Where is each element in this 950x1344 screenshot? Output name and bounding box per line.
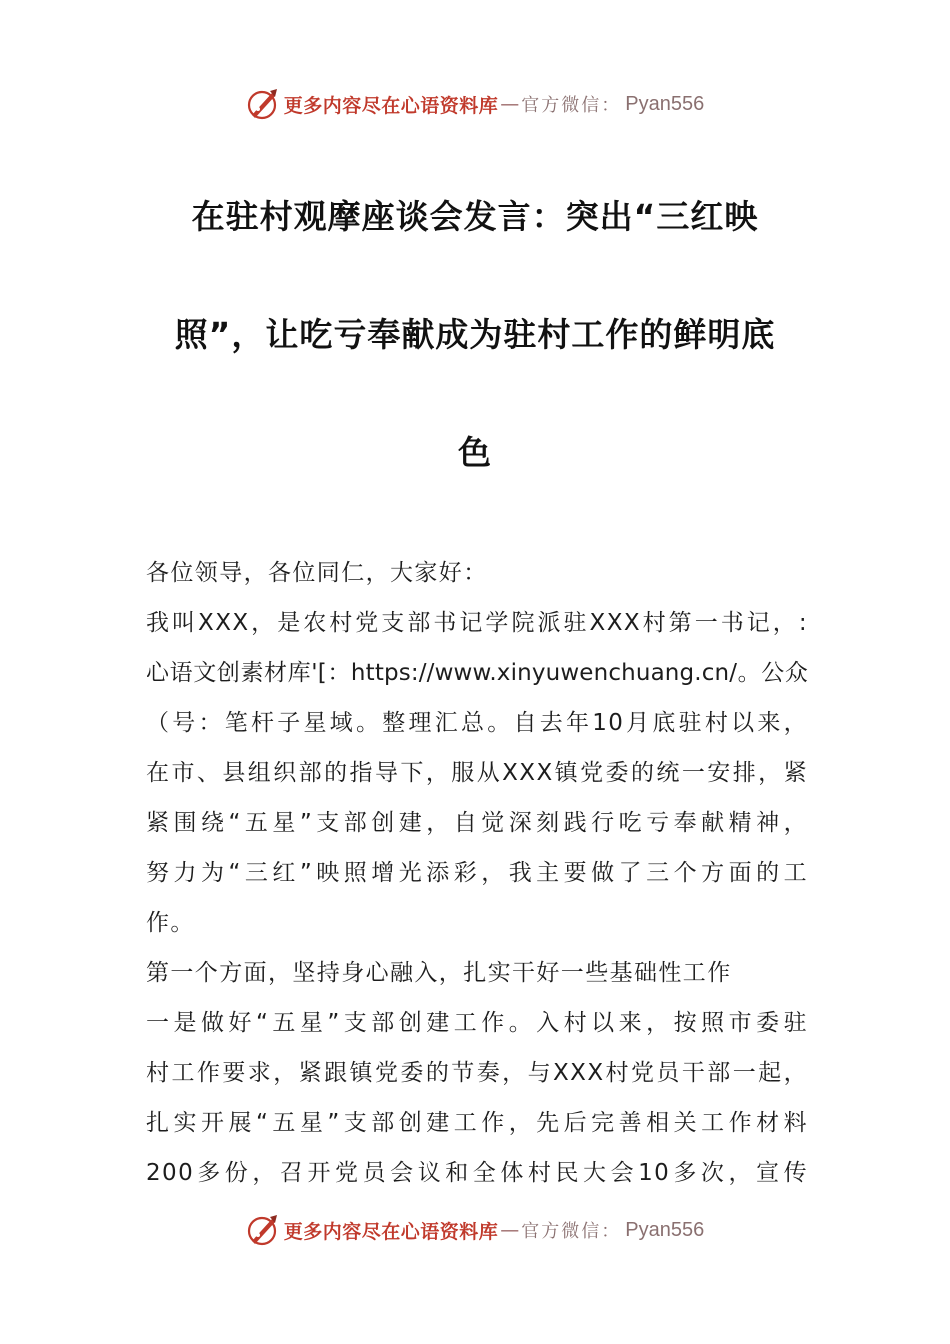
text-line: 一是做好“五星”支部创建工作。入村以来，按照市委驻 <box>146 1010 808 1036</box>
title-line: 在驻村观摩座谈会发言：突出“三红映 <box>191 197 759 236</box>
pen-quill-logo-icon <box>246 1213 280 1247</box>
text-line: 各位领导，各位同仁，大家好： <box>146 560 488 586</box>
section-paragraph <box>146 998 808 1198</box>
banner-wechat-label: 官方微信： <box>521 1221 622 1242</box>
text-line: 在市、县组织部的指导下，服从XXX镇党委的统一安排，紧 <box>146 760 808 786</box>
section-heading <box>146 948 808 998</box>
title-line: 照”，让吃亏奉献成为驻村工作的鲜明底 <box>174 315 776 354</box>
text-line: （号：笔杆子星域。整理汇总。自去年10月底驻村以来， <box>146 710 808 736</box>
banner-brand-text: 更多内容尽在心语资料库 <box>283 1220 499 1243</box>
banner-brand-text: 更多内容尽在心语资料库 <box>283 94 499 117</box>
text-line: 第一个方面，坚持身心融入，扎实干好一些基础性工作 <box>146 960 732 986</box>
document-body <box>146 548 808 1198</box>
footer-banner <box>0 1210 950 1250</box>
document-title <box>150 158 800 512</box>
text-line: 紧围绕“五星”支部创建，自觉深刻践行吃亏奉献精神， <box>146 810 808 836</box>
text-line: 努力为“三红”映照增光添彩，我主要做了三个方面的工 <box>146 860 808 886</box>
banner-dash: — <box>500 1219 520 1241</box>
banner-wechat-id: Pyan556 <box>625 92 705 115</box>
banner-wechat-label: 官方微信： <box>521 95 622 116</box>
header-banner <box>0 84 950 124</box>
intro-paragraph <box>146 598 808 948</box>
text-line: 200多份，召开党员会议和全体村民大会10多次，宣传 <box>146 1160 808 1186</box>
text-line: 心语文创素材库'[：https://www.xinyuwenchuang.cn/。公众 <box>146 660 808 686</box>
text-line: 作。 <box>146 910 195 936</box>
pen-quill-logo-icon <box>246 87 280 121</box>
text-line: 扎实开展“五星”支部创建工作，先后完善相关工作材料 <box>146 1110 808 1136</box>
banner-wechat-id: Pyan556 <box>625 1218 705 1241</box>
title-line: 色 <box>458 433 492 472</box>
banner-dash: — <box>500 93 520 115</box>
text-line: 村工作要求，紧跟镇党委的节奏，与XXX村党员干部一起， <box>146 1060 808 1086</box>
text-line: 我叫XXX，是农村党支部书记学院派驻XXX村第一书记，: <box>146 610 808 636</box>
greeting-paragraph <box>146 548 808 598</box>
